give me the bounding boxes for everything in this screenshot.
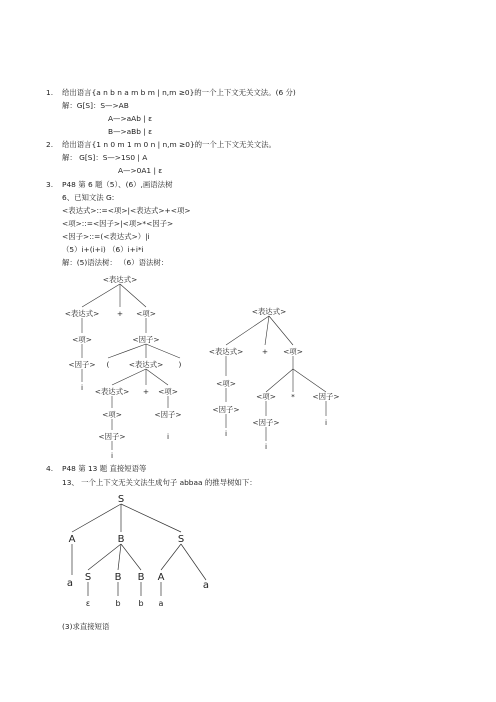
t5-e2: <表达式> [128,360,164,369]
t13-A: A [68,534,76,545]
t5-i3: i [110,451,114,460]
t6-f1: <因子> [312,392,340,401]
q1-answer-line3: B—>aBb | ε [108,127,153,136]
q1-answer-line1: 解：G[S]：S—>AB [62,101,129,110]
t13-a1: a [66,578,74,589]
q3-line3: <项>::=<因子>|<项>*<因子> [62,219,174,228]
t5-f4: <因子> [98,432,126,441]
q4-number: 4. [46,464,54,473]
t13-A2: A [157,572,165,583]
q3-line1: 6、已知文法 G: [62,193,115,202]
t6-i1: i [224,429,228,438]
t6-t3: <项> [256,392,276,401]
q2-answer-line1: 解： G[S]：S—>1S0 | A [62,153,148,162]
q2-answer-line2: A—>0A1 | ε [118,166,163,175]
t13-S3: S [84,572,92,583]
t5-rp: ) [178,360,182,369]
q3-number: 3. [46,180,54,189]
t6-i2: i [264,442,268,451]
t13-B2: B [114,572,122,583]
q1-title: 给出语言{a n b n a m b m | n,m ≥0}的一个上下文无关文法。(6 分) [62,88,296,97]
t5-f2: <因子> [68,360,96,369]
t13-S: S [117,494,125,505]
t13-e: ε [85,599,91,608]
q2-number: 2. [46,140,54,149]
q3-line5: （5）i+(i+i) （6）i+i*i [62,245,144,254]
t6-f2: <因子> [212,405,240,414]
q4-title: P48 第 13 题 直接短语等 [62,464,147,473]
t6-i3: i [324,418,328,427]
t5-t2: <项> [72,335,92,344]
q3-line6: 解：(5)语法树： （6）语法树： [62,258,169,267]
t6-plus: + [261,347,269,356]
t6-f3: <因子> [252,418,280,427]
q2-title: 给出语言{1 n 0 m 1 m 0 n | n,m ≥0}的一个上下文无关文法。 [62,140,276,149]
t6-t2: <项> [216,379,236,388]
q3-title: P48 第 6 题（5）、(6）,画语法树 [62,180,173,189]
t6-t1: <项> [283,347,303,356]
t13-S2: S [177,534,185,545]
q4-line1: 13、 一个上下文无关文法生成句子 abbaa 的推导树如下： [62,478,257,487]
t5-i2: i [166,432,170,441]
t5-plus2: + [142,387,150,396]
t13-b2: b [138,599,144,608]
t6-root: <表达式> [251,307,287,316]
t13-a3: a [158,599,164,608]
t13-a2: a [202,580,210,591]
t5-root: <表达式> [102,275,138,284]
t6-star: * [291,392,295,401]
q1-answer-line2: A—>aAb | ε [108,114,153,123]
t5-t3: <项> [158,387,178,396]
t5-plus: + [116,309,124,318]
t5-f1: <因子> [132,335,160,344]
t13-b1: b [115,599,121,608]
q3-line2: <表达式>::=<项>|<表达式>+<项> [62,206,191,215]
t13-B3: B [137,572,145,583]
t5-i1: i [80,383,84,392]
t5-f3: <因子> [154,410,182,419]
q1-number: 1. [46,88,54,97]
t5-e1: <表达式> [64,309,100,318]
q3-line4: <因子>::=(<表达式>）|i [62,232,150,241]
t5-lp: ( [106,360,110,369]
t5-t1: <项> [136,309,156,318]
q4-footer: (3)求直接短语 [62,622,110,631]
t5-e3: <表达式> [94,387,130,396]
t13-B: B [117,534,125,545]
t6-e1: <表达式> [208,347,244,356]
t5-t4: <项> [102,410,122,419]
